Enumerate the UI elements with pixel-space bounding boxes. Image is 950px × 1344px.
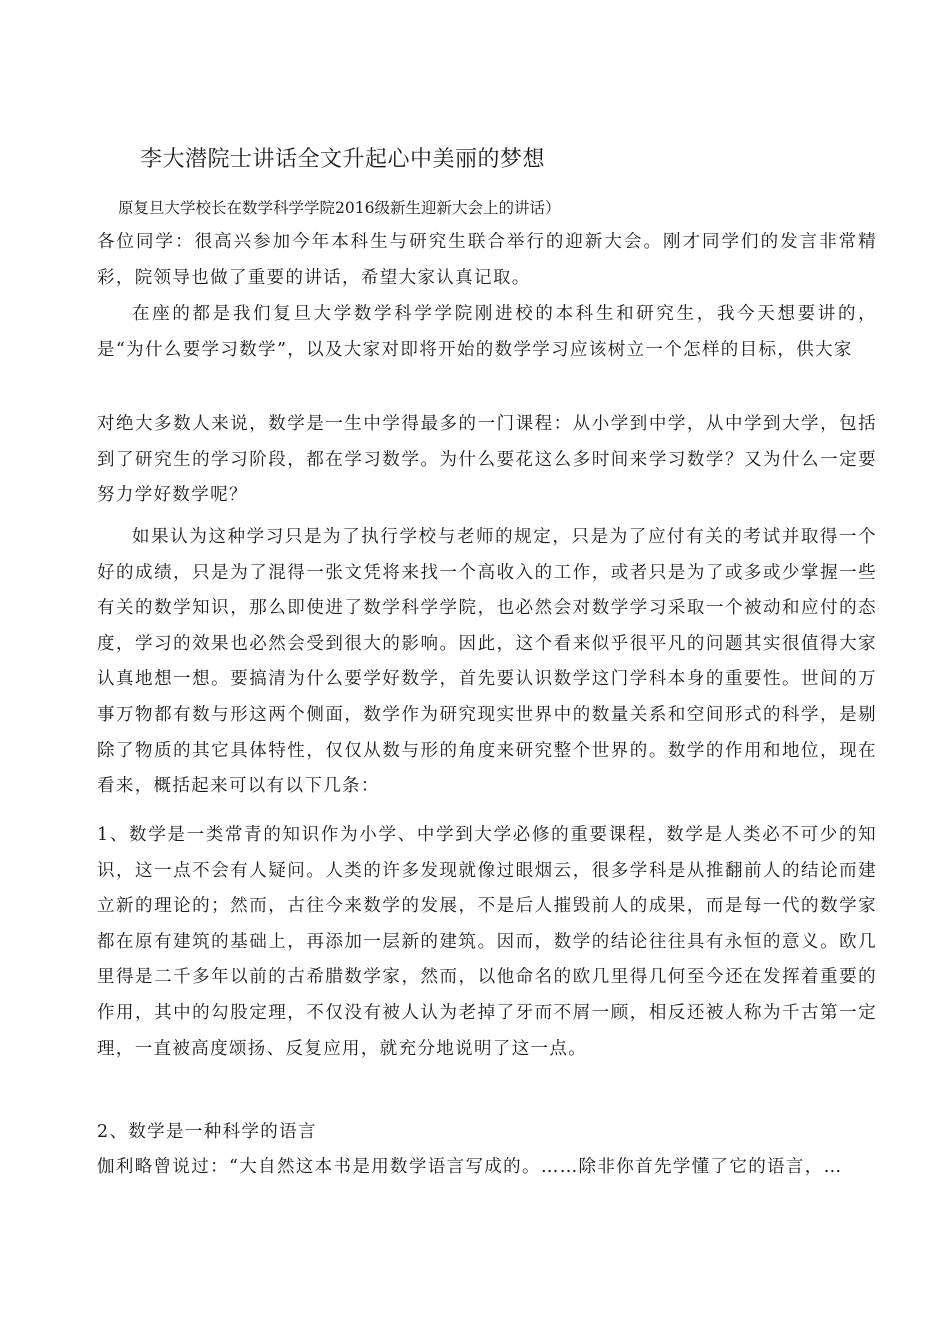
document-title: 李大潜院士讲话全文升起心中美丽的梦想 — [140, 147, 546, 172]
paragraph-study: 对绝大多数人来说，数学是一生中学得最多的一门课程：从小学到中学，从中学到大学，包括到了研究生的学习阶段，都在学习数学。为什么要花这么多时间来学习数学？又为什么一定要努力学好数学呢？ — [97, 414, 877, 506]
paragraph-intro: 在座的都是我们复旦大学数学科学学院刚进校的本科生和研究生，我今天想要讲的，是“为什么要学习数学”，以及大家对即将开始的数学学习应该树立一个怎样的目标，供大家 — [97, 304, 877, 360]
heading-point-2: 2、数学是一种科学的语言 — [97, 1122, 317, 1142]
paragraph-greeting: 各位同学：很高兴参加今年本科生与研究生联合举行的迎新大会。刚才同学们的发言非常精彩，院领导也做了重要的讲话，希望大家认真记取。 — [97, 232, 877, 288]
paragraph-purpose: 如果认为这种学习只是为了执行学校与老师的规定，只是为了应付有关的考试并取得一个好的成绩，只是为了混得一张文凭将来找一个高收入的工作，或者只是为了或多或少掌握一些有关的数学知识，那么即使进了数学科学学院，也必然会对数学学习采取一个被动和应付的态度，学习的效果也必然会受到很大的影响。因此，这个看来似乎很平凡的问题其实很值得大家认真地想一想。要搞清为什么要学好数学，首先要认识数学这门学科本身的重要性。世间的万事万物都有数与形这两个侧面，数学作为研究现实世界中的数量关系和空间形式的科学，是剔除了物质的其它具体特性，仅仅从数与形的角度来研究整个世界的。数学的作用和地位，现在看来，概括起来可以有以下几条： — [97, 527, 877, 797]
paragraph-galileo: 伽利略曾说过：“大自然这本书是用数学语言写成的。……除非你首先学懂了它的语言，… — [97, 1157, 843, 1177]
document-subtitle: 原复旦大学校长在数学科学学院2016级新生迎新大会上的讲话） — [118, 199, 561, 217]
paragraph-point-1: 1、数学是一类常青的知识作为小学、中学到大学必修的重要课程，数学是人类必不可少的知识，这一点不会有人疑问。人类的许多发现就像过眼烟云，很多学科是从推翻前人的结论而建立新的理论的；然而，古往今来数学的发展，不是后人摧毁前人的成果，而是每一代的数学家都在原有建筑的基础上，再添加一层新的建筑。因而，数学的结论往往具有永恒的意义。欧几里得是二千多年以前的古希腊数学家，然而，以他命名的欧几里得几何至今还在发挥着重要的作用，其中的勾股定理，不仅没有被人认为老掉了牙而不屑一顾，相反还被人称为千古第一定理，一直被高度颂扬、反复应用，就充分地说明了这一点。 — [97, 825, 877, 1059]
